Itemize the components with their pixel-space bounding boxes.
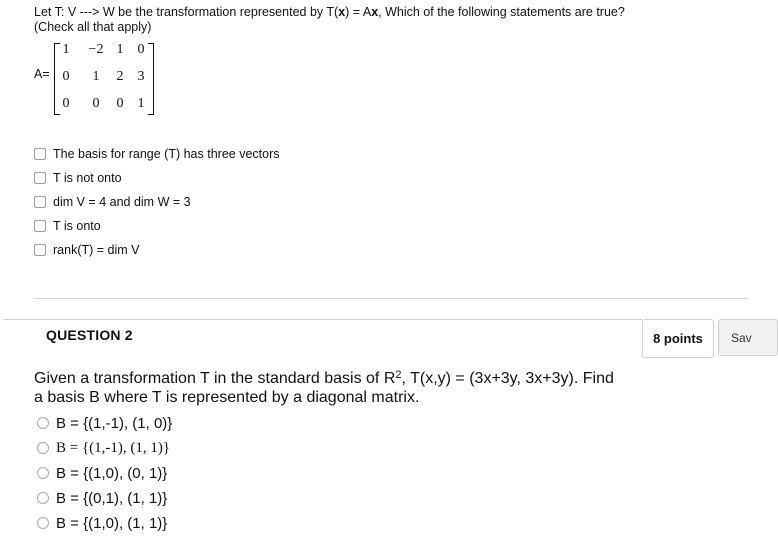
option-label: T is not onto — [53, 171, 122, 185]
checkbox[interactable] — [34, 172, 46, 184]
option-label: B = {(1,0), (1, 1)} — [56, 514, 168, 532]
matrix-cell: 0 — [62, 96, 70, 111]
checkbox-option[interactable] — [34, 218, 101, 234]
points-badge: 8 points — [642, 319, 714, 358]
radio-option[interactable] — [37, 463, 167, 483]
option-label: B = {(0,1), (1, 1)} — [56, 489, 168, 507]
checkbox[interactable] — [34, 244, 46, 256]
matrix-cell: 0 — [62, 69, 70, 84]
option-label: B = {(1,0), (0, 1)} — [56, 464, 168, 482]
checkbox-option[interactable] — [34, 242, 139, 258]
matrix-cell: 2 — [116, 69, 124, 84]
checkbox-option[interactable] — [34, 170, 122, 186]
matrix-cell: −2 — [88, 42, 104, 57]
checkbox-option[interactable] — [34, 194, 191, 210]
question1-text: Let T: V ---> W be the transformation represented by T(x) = Ax, Which of the following statements are true? (Check all that apply) — [34, 5, 625, 34]
radio-option[interactable] — [37, 413, 172, 433]
checkbox[interactable] — [34, 220, 46, 232]
radio-button[interactable] — [37, 417, 49, 429]
matrix-label: A= — [34, 67, 50, 81]
checkbox[interactable] — [34, 196, 46, 208]
question2-text: Given a transformation T in the standard basis of $R^2$, T(x,y) = (3x+3y, 3x+3y). Find a basis B where T is represented by a diagonal matrix. — [34, 369, 614, 406]
option-label: B = {(1,-1), (1, 0)} — [56, 414, 173, 432]
matrix-cell: 0 — [92, 96, 100, 111]
checkbox-option[interactable] — [34, 146, 279, 162]
radio-button[interactable] — [37, 442, 49, 454]
matrix-cell: 0 — [137, 42, 145, 57]
radio-button[interactable] — [37, 492, 49, 504]
question2-title: QUESTION 2 — [46, 327, 133, 343]
radio-option[interactable] — [37, 513, 167, 533]
radio-button[interactable] — [37, 517, 49, 529]
matrix-a — [54, 41, 154, 115]
matrix-cell: 0 — [116, 96, 124, 111]
radio-option[interactable] — [37, 488, 167, 508]
option-label: The basis for range (T) has three vectors — [53, 147, 280, 161]
option-label: rank(T) = dim V — [53, 243, 140, 257]
matrix-cell: 1 — [116, 42, 124, 57]
radio-option[interactable] — [37, 438, 170, 458]
radio-button[interactable] — [37, 467, 49, 479]
matrix-cell: 1 — [62, 42, 70, 57]
option-label: B = {(1,-1), (1, 1)} — [56, 439, 171, 456]
option-label: dim V = 4 and dim W = 3 — [53, 195, 191, 209]
option-label: T is onto — [53, 219, 101, 233]
checkbox[interactable] — [34, 148, 46, 160]
save-answer-button[interactable]: Sav — [718, 319, 778, 356]
divider — [34, 298, 748, 299]
matrix-cell: 3 — [137, 69, 145, 84]
matrix-cell: 1 — [92, 69, 100, 84]
matrix-cell: 1 — [137, 96, 145, 111]
